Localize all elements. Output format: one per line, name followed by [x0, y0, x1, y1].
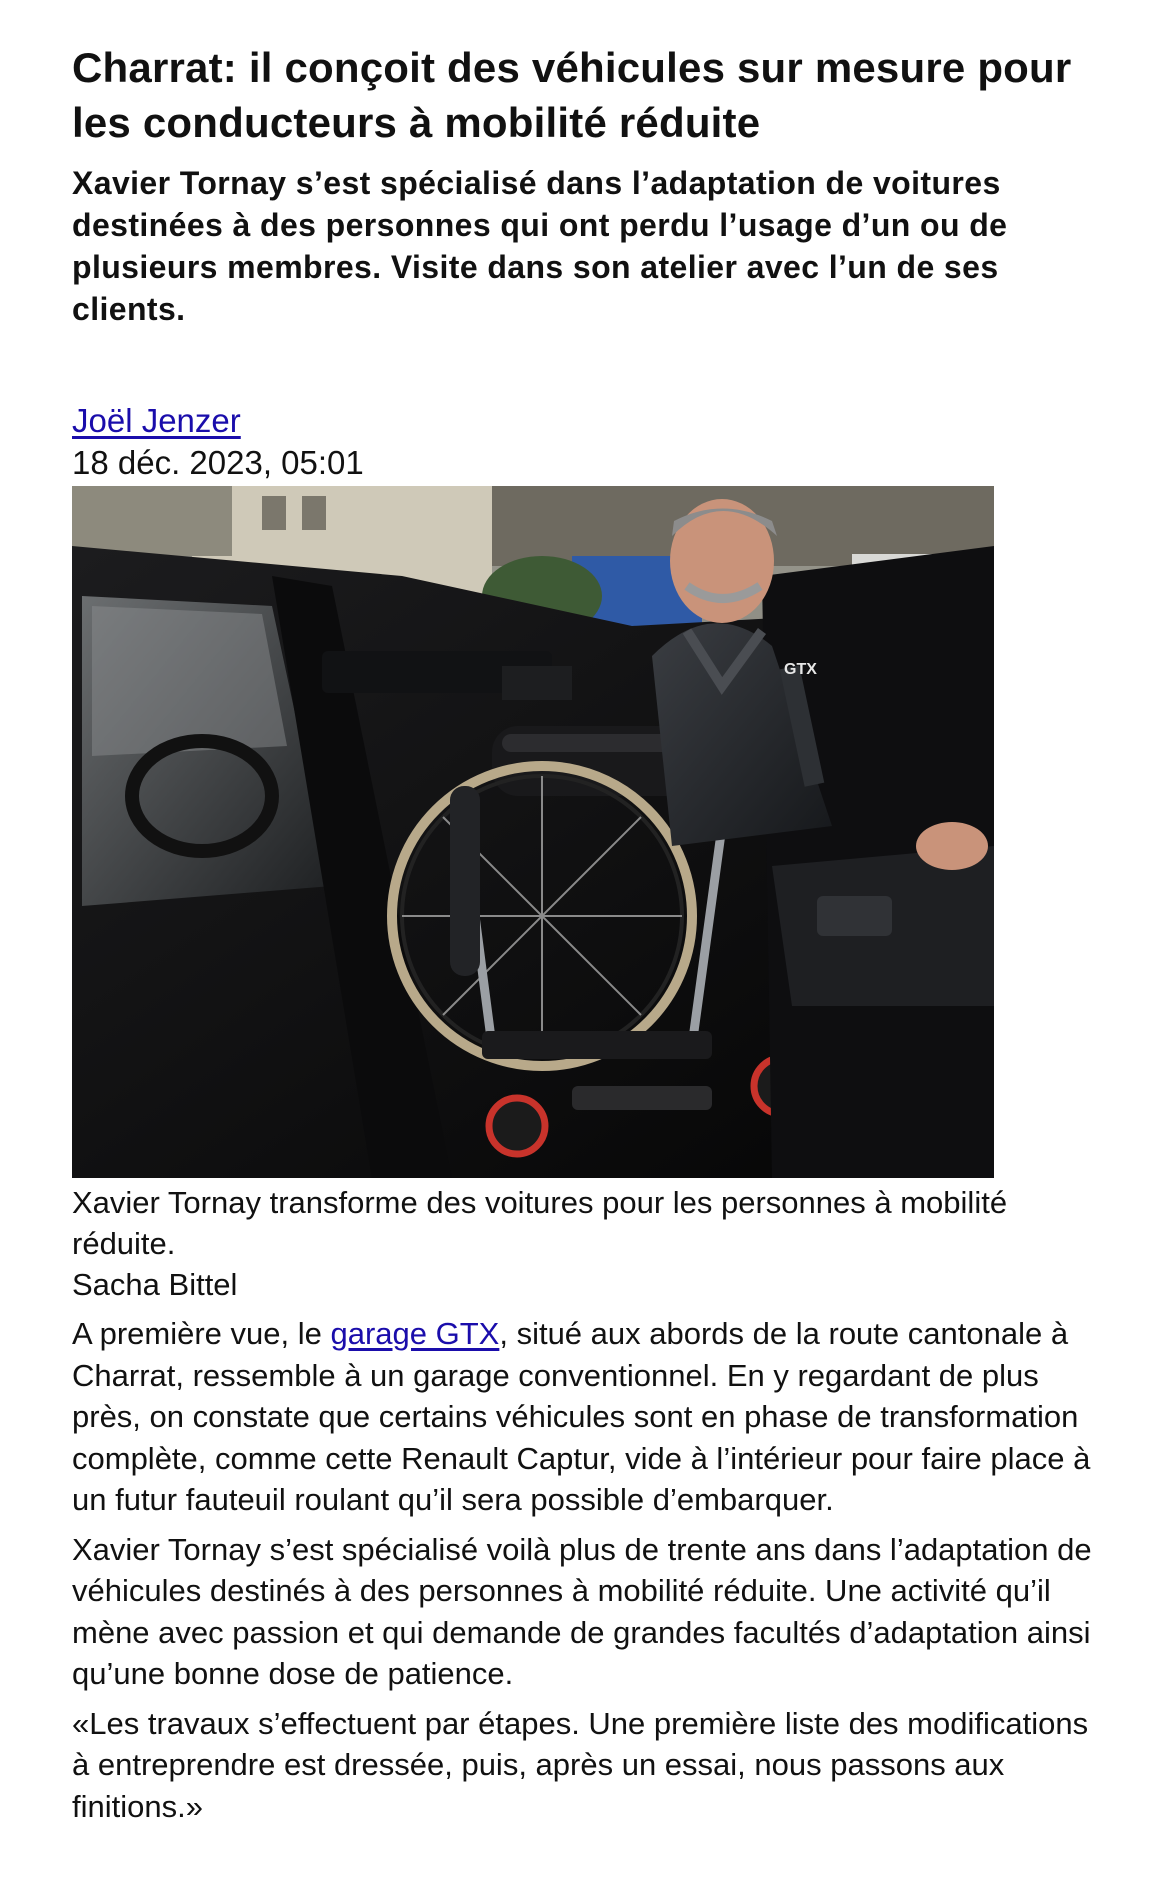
garage-gtx-link[interactable]: garage GTX — [330, 1316, 500, 1351]
p1-text-before: A première vue, le — [72, 1316, 331, 1351]
article-photo — [72, 486, 994, 1178]
body-paragraph-2: Xavier Tornay s’est spécialisé voilà plus de trente ans dans l’adaptation de véhicules destinés à des personnes à mobilité réduite. Une activité qu’il mène avec passion et qui demande de grandes facultés d’adaptation ainsi qu’une bonne dose de patience. — [72, 1531, 1092, 1691]
article — [72, 0, 1112, 1827]
article-lead: Xavier Tornay s’est spécialisé dans l’adaptation de voitures destinées à des personnes qui ont perdu l’usage d’un ou de plusieurs membres. Visite dans son atelier avec l’un de ses clients. — [72, 165, 1008, 327]
author-link[interactable]: Joël Jenzer — [72, 402, 241, 439]
publish-date: 18 déc. 2023, 05:01 — [72, 444, 364, 481]
article-headline: Charrat: il conçoit des véhicules sur mesure pour les conducteurs à mobilité réduite — [72, 44, 1072, 146]
photo-caption: Xavier Tornay transforme des voitures pour les personnes à mobilité réduite. — [72, 1185, 1008, 1261]
photo-credit: Sacha Bittel — [72, 1267, 238, 1302]
body-paragraph-1 — [72, 1313, 1112, 1521]
body-paragraph-3: «Les travaux s’effectuent par étapes. Une première liste des modifications à entreprendre est dressée, puis, après un essai, nous passons aux finitions.» — [72, 1705, 1089, 1824]
gtx-logo: GTX — [784, 661, 817, 678]
p1-text-after: , situé aux abords de la route cantonale à Charrat, ressemble à un garage conventionnel. En y regardant de plus près, on constate que certains véhicules sont en phase de transformation complète, comme cette Renault Captur, vide à l’intérieur pour faire place à un futur fauteuil roulant qu’il sera possible d’embarquer. — [72, 1316, 1091, 1517]
